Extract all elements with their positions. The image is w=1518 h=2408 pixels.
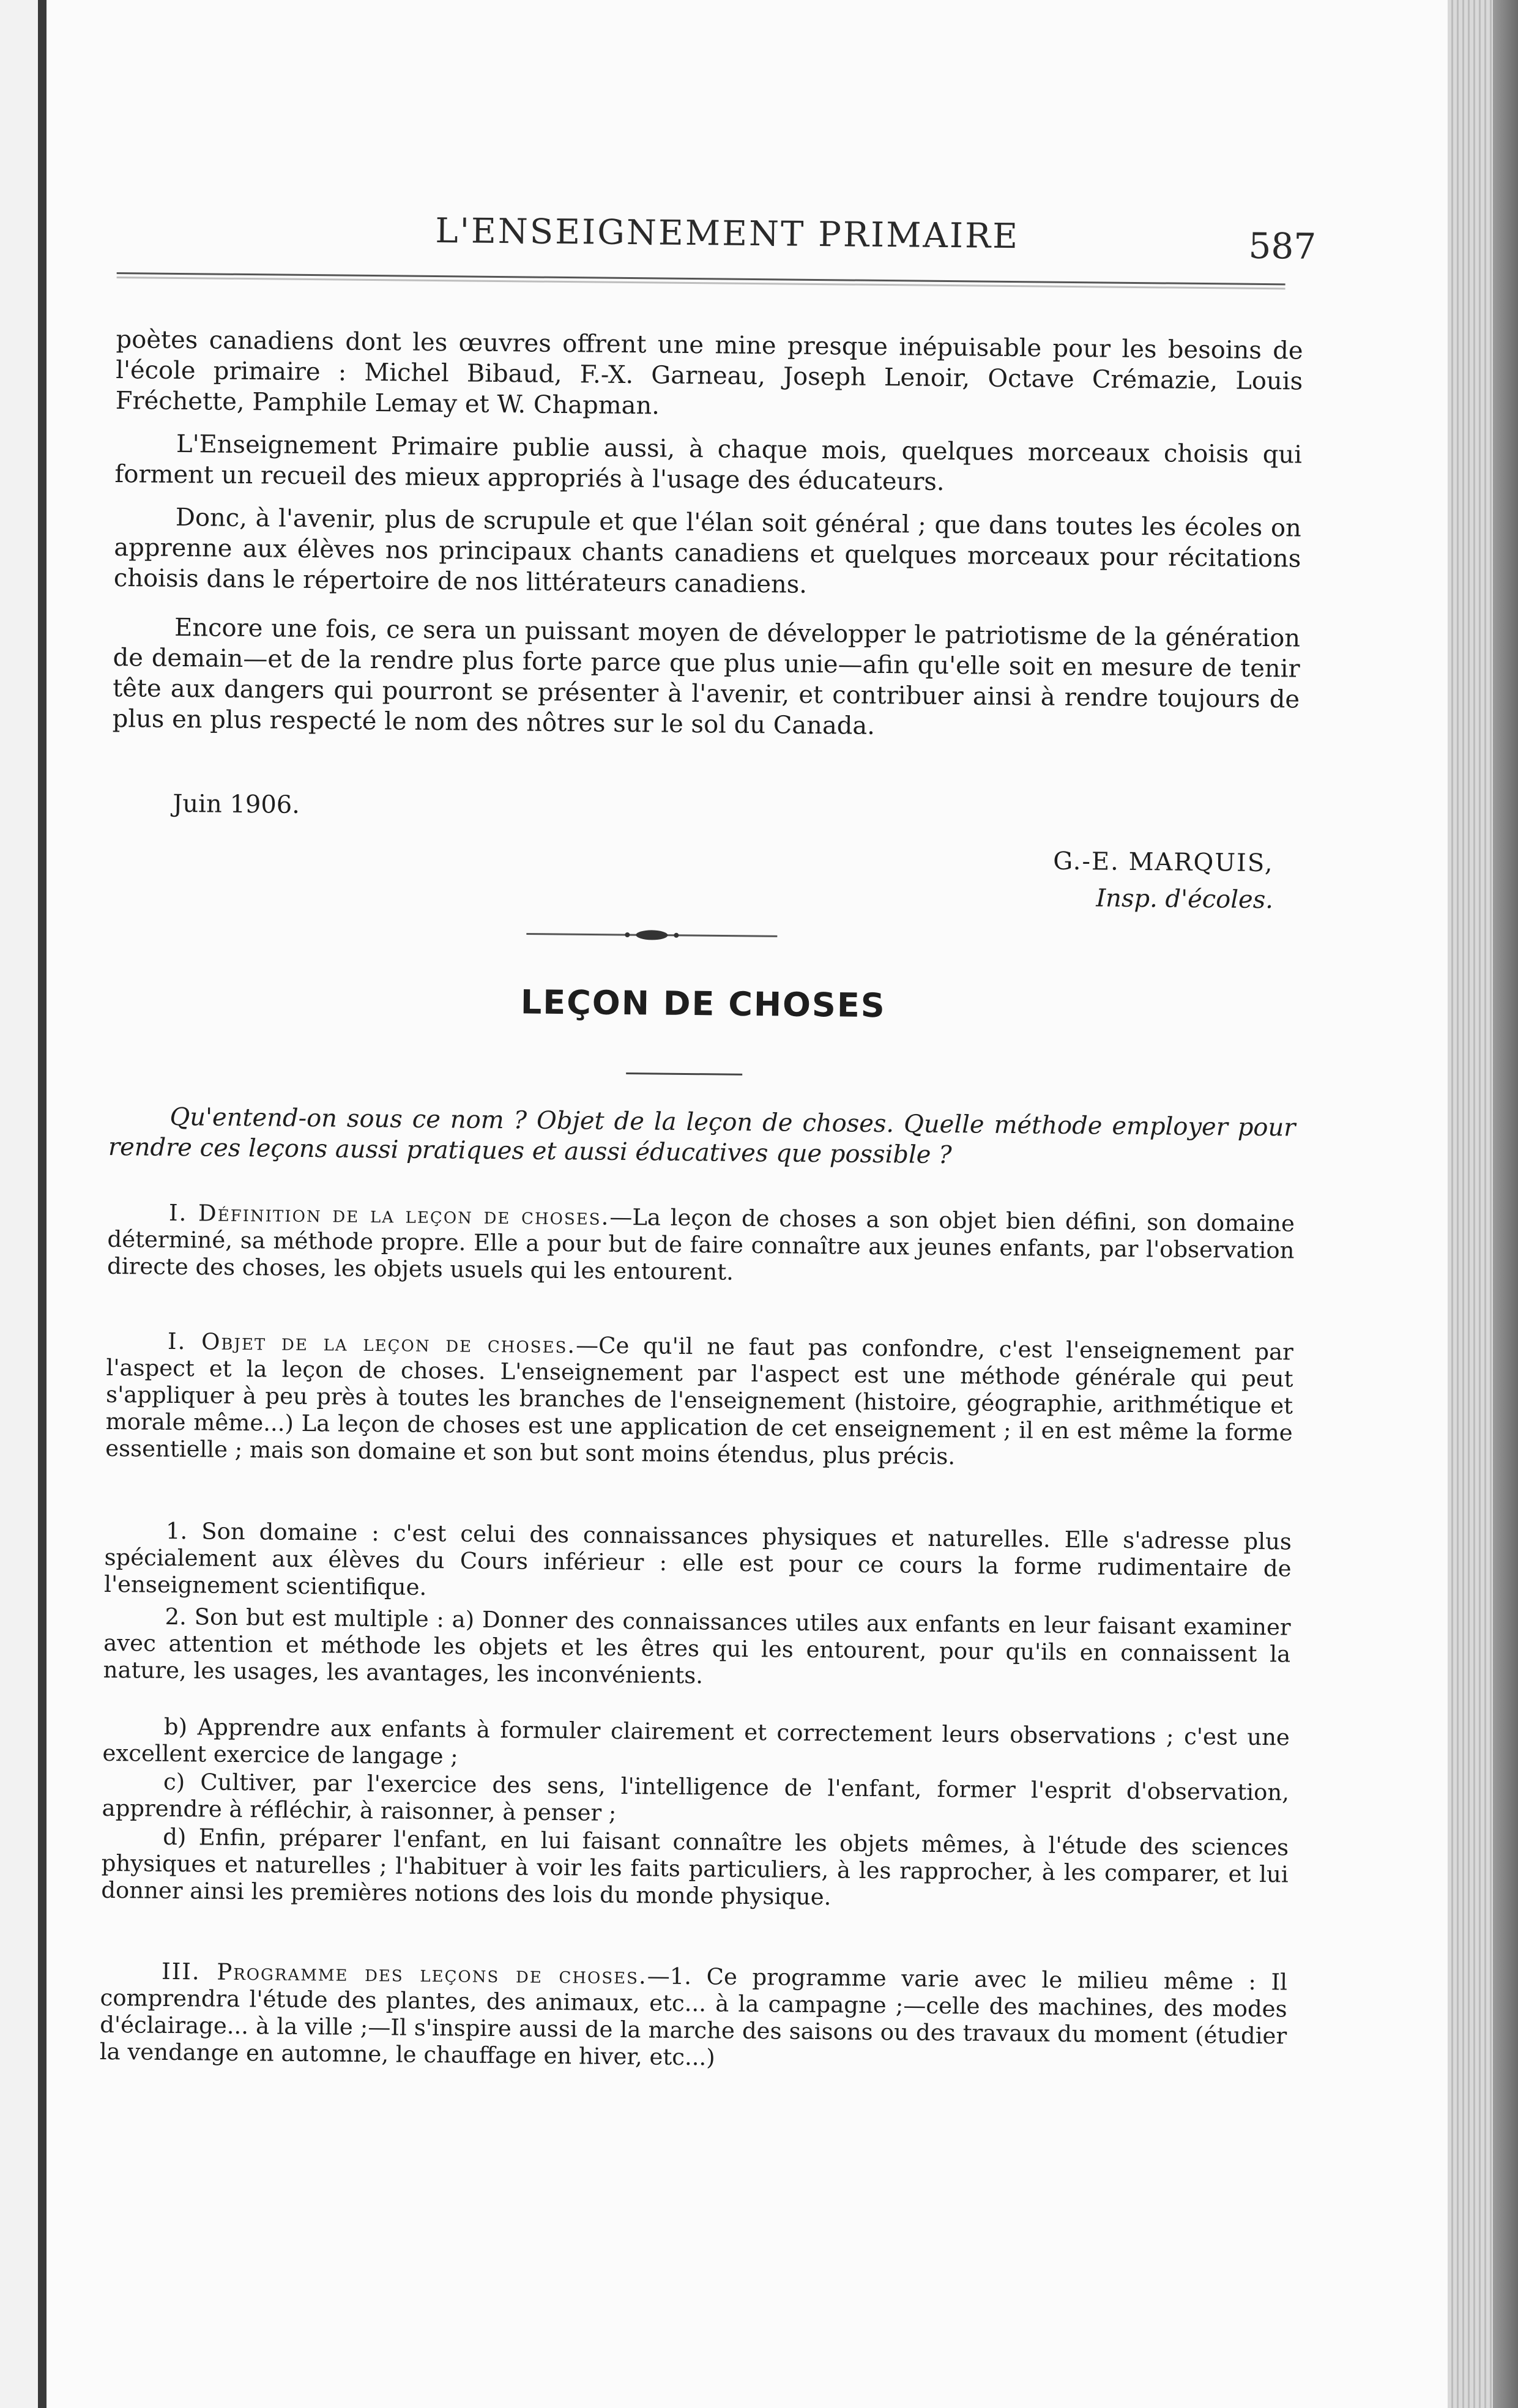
subsection-program-heading: III. Programme des leçons de choses. (161, 1958, 647, 1990)
paragraph-future: Donc, à l'avenir, plus de scrupule et que l'élan soit général ; que dans toutes les écoles on apprenne aux élèves nos principaux chants canadiens et quelques morceaux pour récitations choisis dans le répertoire de nos littérateurs canadiens. (113, 503, 1302, 599)
running-title: L'ENSEIGNEMENT PRIMAIRE (435, 210, 1020, 257)
paragraph-publication: L'Enseignement Primaire publie aussi, à chaque mois, quelques morceaux choisis qui forment un recueil des mieux appropriés à l'usage des éducateurs. (114, 429, 1303, 496)
subsection-object-heading: I. Objet de la leçon de choses. (167, 1328, 576, 1359)
book-gutter-shadow (38, 0, 47, 2408)
signature-role: Insp. d'écoles. (1096, 884, 1274, 915)
item-goal-c: c) Cultiver, par l'exercice des sens, l'intelligence de l'enfant, former l'esprit d'observation, apprendre à réfléchir, à raisonner, à penser ; (102, 1768, 1290, 1826)
paragraph-patriotism: Encore une fois, ce sera un puissant moyen de développer le patriotisme de la génération de demain—et de la rendre plus forte parce que plus unie—afin qu'elle soit en mesure de tenir tête aux dangers qui pourront se présenter à l'avenir, et contribuer ainsi à rendre toujours de plus en plus respecté le nom des nôtres sur le sol du Canada. (112, 613, 1301, 740)
book-edge-shadow (1493, 0, 1518, 2408)
subsection-program-text: —1. Ce programme varie avec le milieu même : Il comprendra l'étude des plantes, des animaux, etc... à la campagne ;—celle des machines, des modes d'éclairage... à la ville ;—Il s'inspire aussi de la marche des saisons ou des travaux du moment (étudier la vendange en automne, le chauffage en hiver, etc...) (99, 1963, 1288, 2071)
section-intro: Qu'entend-on sous ce nom ? Objet de la leçon de choses. Quelle méthode employer pour rendre ces leçons aussi pratiques et aussi éducatives que possible ? (108, 1102, 1296, 1170)
subsection-object (105, 1328, 1293, 1474)
item-goal-a: 2. Son but est multiple : a) Donner des connaissances utiles aux enfants en leur faisant examiner avec attention et méthode les objets et les êtres qui les entourent, pour qu'ils en connaissent la nature, les usages, les avantages, les inconvénients. (103, 1603, 1291, 1689)
subsection-definition (107, 1199, 1295, 1291)
paragraph-poets: poètes canadiens dont les œuvres offrent une mine presque inépuisable pour les besoins de l'école primaire : Michel Bibaud, F.-X. Garneau, Joseph Lenoir, Octave Crémazie, Louis Fréchette, Pamphile Lemay et W. Chapman. (115, 325, 1303, 420)
subsection-definition-heading: I. Définition de la leçon de choses. (168, 1199, 610, 1230)
scan-margin-left (0, 0, 38, 2408)
item-domain: 1. Son domaine : c'est celui des connaissances physiques et naturelles. Elle s'adresse plus spécialement aux élèves du Cours inférieur : elle est pour ce cours la forme rudimentaire de l'enseignement scientifique. (103, 1517, 1292, 1600)
signature-name: G.-E. MARQUIS, (1052, 847, 1274, 878)
item-goal-d: d) Enfin, préparer l'enfant, en lui faisant connaître les objets mêmes, à l'étude des sciences physiques et naturelles ; l'habituer à voir les faits particuliers, à les rapprocher, à les comparer, et lui donner ainsi les premières notions des lois du monde physique. (101, 1823, 1289, 1911)
page-number: 587 (1248, 225, 1317, 267)
letter-date: Juin 1906. (173, 789, 300, 819)
subsection-object-text: —Ce qu'il ne faut pas confondre, c'est l'enseignement par l'aspect et la leçon de choses. L'enseignement par l'aspect est une méthode générale qui peut s'appliquer à peu près à toutes les branches de l'enseignement (histoire, géographie, arithmétique et morale même...) La leçon de choses est une application de cet enseignement ; il en est même la forme essentielle ; mais son domaine et son but sont moins étendus, plus précis. (105, 1332, 1294, 1470)
section-title: LEÇON DE CHOSES (520, 983, 886, 1025)
item-goal-b: b) Apprendre aux enfants à formuler clairement et correctement leurs observations ; c'est une excellent exercice de langage ; (102, 1713, 1290, 1770)
page-header (117, 202, 1317, 287)
subsection-program (100, 1958, 1288, 2077)
subsection-definition-text: —La leçon de choses a son objet bien défini, son domaine déterminé, sa méthode propre. Elle a pour but de faire connaître aux jeunes enfants, par l'observation directe des choses, les objets usuels qui les entourent. (106, 1203, 1295, 1285)
